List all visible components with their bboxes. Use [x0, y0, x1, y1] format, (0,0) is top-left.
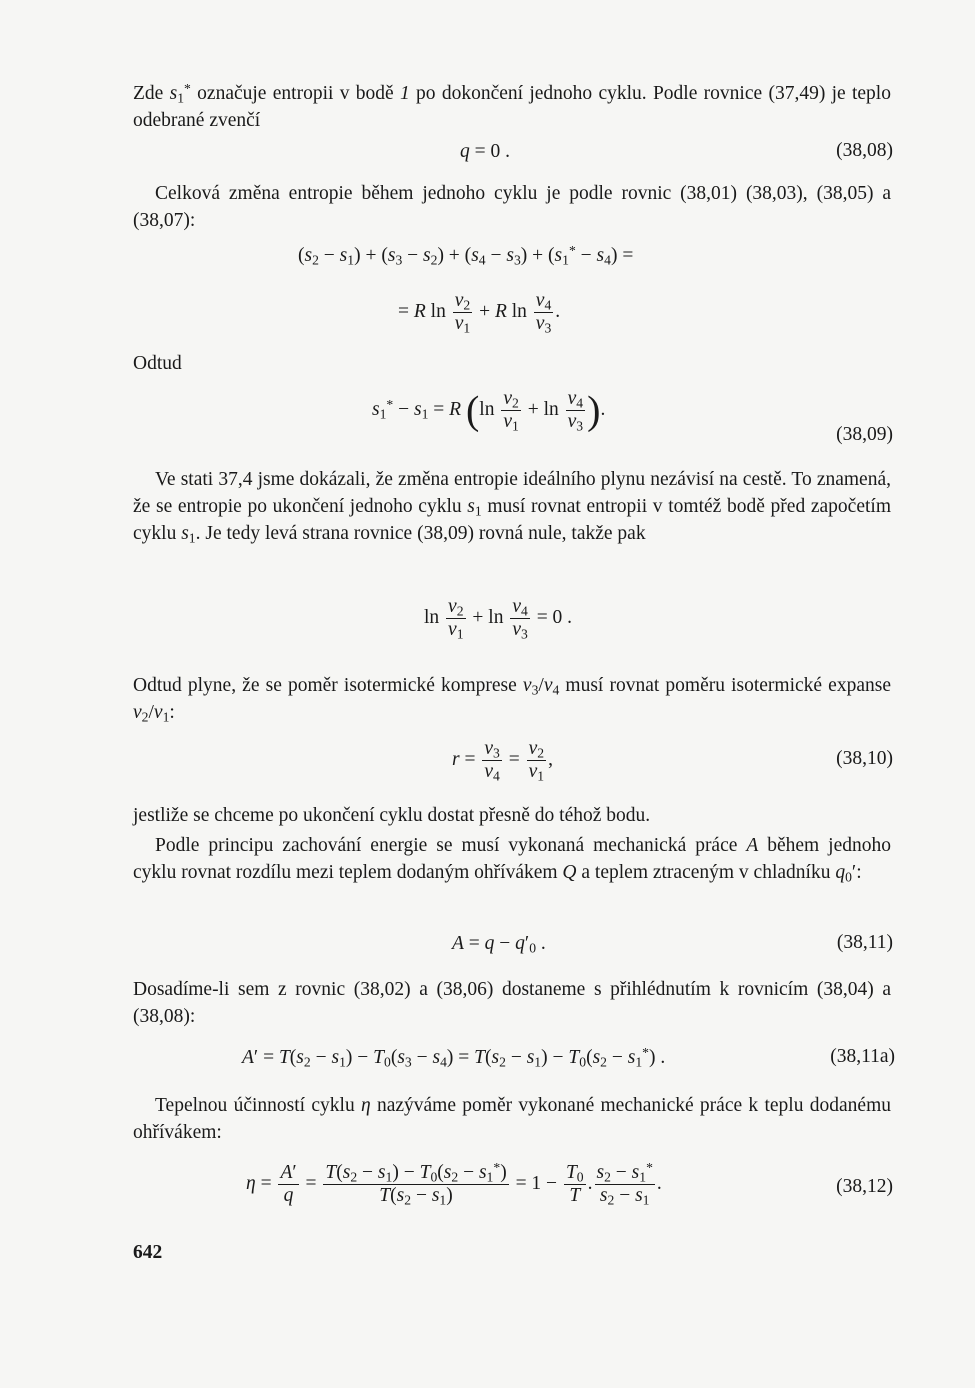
- paragraph-energy-conservation: Podle principu zachování energie se musí vykonaná mechanická práce A během jednoho cyklu rovnat rozdílu mezi teplem dodaným ohřívákem Q a teplem ztraceným v chladníku $q_0'$:: [133, 835, 891, 885]
- paragraph-entropy-change: Celková změna entropie během jednoho cyklu je podle rovnic (38,01) (38,03), (38,05) a (38,07):: [133, 183, 891, 231]
- equation-number: (38,09): [836, 424, 893, 445]
- paragraph-efficiency: Tepelnou účinností cyklu η nazýváme poměr vykonané mechanické práce k teplu dodanému ohřívákem:: [133, 1095, 891, 1143]
- equation-38-11: $A = q - q'_0$ .: [452, 933, 546, 956]
- equation-38-11a: $A' = T(s_2 - s_1) - T_0(s_3 - s_4) = T(s_2 - s_1) - T_0(s_2 - s_1^*)$ .: [242, 1044, 666, 1070]
- paragraph-same-point: jestliže se chceme po ukončení cyklu dostat přesně do téhož bodu.: [133, 805, 651, 826]
- equation-number: (38,12): [836, 1176, 893, 1197]
- equation-entropy-sum-line1: $(s_2 - s_1) + (s_3 - s_2) + (s_4 - s_3) + (s_1^* - s_4)$ =: [298, 242, 634, 268]
- equation-38-08: q = 0 .: [460, 141, 510, 162]
- equation-38-10: r = $\frac{v_3}{v_4}$ = $\frac{v_2}{v_1}$ ,: [452, 738, 553, 784]
- equation-number: (38,10): [836, 748, 893, 769]
- paragraph-substitution: Dosadíme-li sem z rovnic (38,02) a (38,06) dostaneme s přihlédnutím k rovnicím (38,04) a (38,08):: [133, 979, 891, 1027]
- word-odtud: Odtud: [133, 353, 182, 374]
- equation-number: (38,08): [836, 140, 893, 161]
- equation-38-12: η = $\frac{A'}{q}$ = $\frac{T(s_2 - s_1) - T_0(s_2 - s_1^*)}{T(s_2 - s_1)}$ = 1 − $\frac{T_0}{T}$ . $\frac{s_2 - s_1^*}{s_2 - s_1}$ .: [246, 1159, 662, 1208]
- equation-38-09: $s_1^* - s_1 = R$ (ln $\frac{v_2}{v_1}$ + ln $\frac{v_4}{v_3}$ ).: [372, 387, 606, 434]
- paragraph-intro: Zde $s_1^*$ označuje entropii v bodě 1 po dokončení jednoho cyklu. Podle rovnice (37,49) je teplo odebrané zvenčí: [133, 80, 891, 131]
- page-number: 642: [133, 1242, 163, 1263]
- equation-number: (38,11): [836, 932, 893, 953]
- paragraph-ideal-gas: Ve stati 37,4 jsme dokázali, že změna entropie ideálního plynu nezávisí na cestě. To znamená, že se entropie po ukončení jednoho cyklu $s_1$ musí rovnat entropii v tomtéž bodě před započetím cyklu $s_1$. Je tedy levá strana rovnice (38,09) rovná nule, takže pak: [133, 469, 891, 546]
- equation-log-sum-zero: ln $\frac{v_2}{v_1}$ + ln $\frac{v_4}{v_3}$ = 0 .: [424, 596, 573, 642]
- paragraph-isothermal-ratio: Odtud plyne, že se poměr isotermické komprese $v_3/v_4$ musí rovnat poměru isotermické expanse $v_2/v_1$:: [133, 675, 891, 725]
- equation-entropy-sum-line2: = R ln $\frac{v_2}{v_1}$ + R ln $\frac{v_4}{v_3}$ .: [398, 290, 561, 336]
- equation-number: (38,11a): [830, 1046, 895, 1067]
